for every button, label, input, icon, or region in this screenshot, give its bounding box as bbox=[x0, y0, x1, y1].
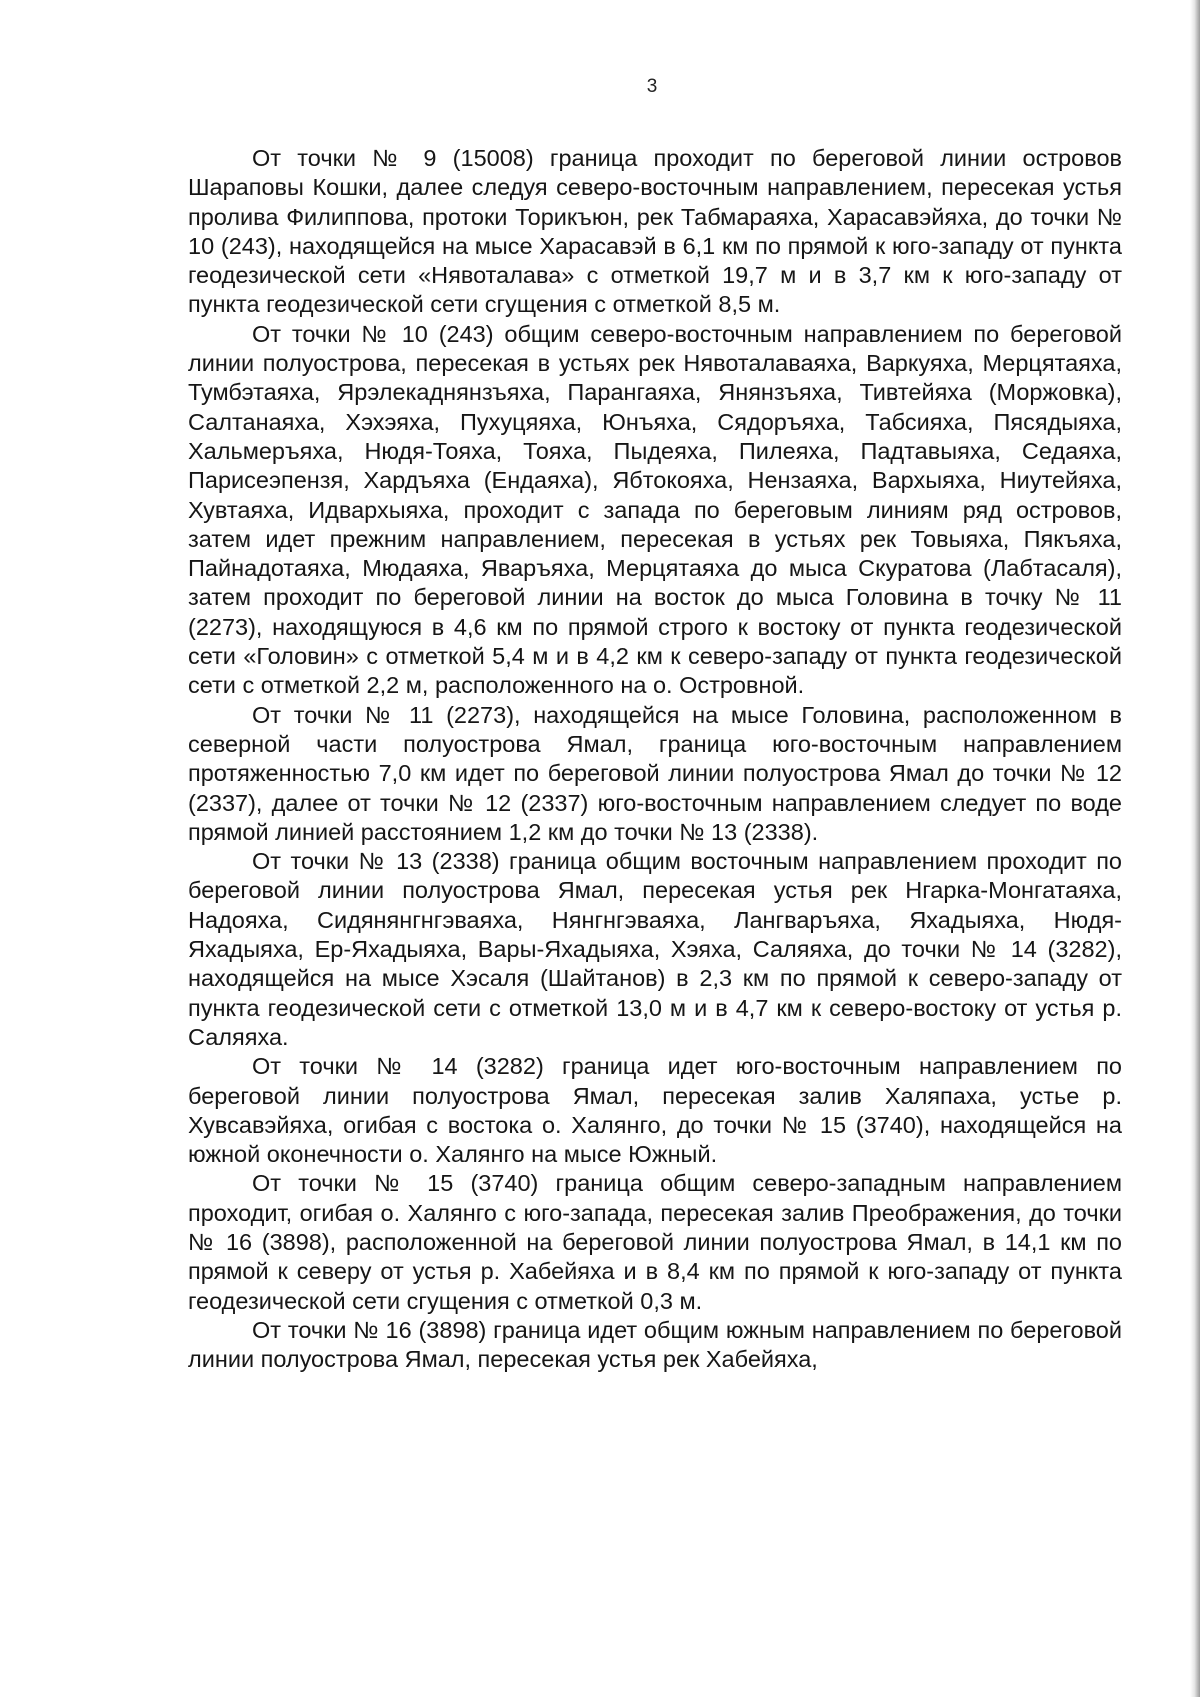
paragraph-point-10: От точки № 10 (243) общим северо-восточным направлением по береговой линии полуострова, пересекая в устьях рек Нявоталаваяха, Варкуяха, Мерцятаяха, Тумбэтаяха, Ярэлекаднянзъяха, Парангаяха, Янянзъяха, Тивтейяха (Моржовка), Салтанаяха, Хэхэяха, Пухуцяяха, Юнъяха, Сядоръяха, Табсияха, Пясядыяха, Хальмеръяха, Нюдя-Тояха, Тояха, Пыдеяха, Пилеяха, Падтавыяха, Седаяха, Парисеэпензя, Хардъяха (Ендаяха), Ябтокояха, Нензаяха, Вархыяха, Ниутейяха, Хувтаяха, Идвархыяха, проходит с запада по береговым линиям ряд островов, затем идет прежним направлением, пересекая в устьях рек Товыяха, Пякъяха, Пайнадотаяха, Мюдаяха, Яваръяха, Мерцятаяха до мыса Скуратова (Лабтасаля), затем проходит по береговой линии на восток до мыса Головина в точку № 11 (2273), находящуюся в 4,6 км по прямой строго к востоку от пункта геодезической сети «Головин» с отметкой 5,4 м и в 4,2 км к северо-западу от пункта геодезической сети с отметкой 2,2 м, расположенного на о. Островной. bbox=[188, 320, 1122, 699]
paragraph-point-13: От точки № 13 (2338) граница общим восточным направлением проходит по береговой линии полуострова Ямал, пересекая устья рек Нгарка-Монгатаяха, Надояха, Сидянянгнгэваяха, Нянгнгэваяха, Лангваръяха, Яхадыяха, Нюдя-Яхадыяха, Ер-Яхадыяха, Вары-Яхадыяха, Хэяха, Саляяха, до точки № 14 (3282), находящейся на мысе Хэсаля (Шайтанов) в 2,3 км по прямой к северо-западу от пункта геодезической сети с отметкой 13,0 м и в 4,7 км к северо-востоку от устья р. Саляяха. bbox=[188, 848, 1122, 1050]
body-text bbox=[188, 144, 1122, 1374]
paragraph-point-14: От точки № 14 (3282) граница идет юго-восточным направлением по береговой линии полуострова Ямал, пересекая залив Халяпаха, устье р. Хувсавэйяха, огибая с востока о. Халянго, до точки № 15 (3740), находящейся на южной оконечности о. Халянго на мысе Южный. bbox=[188, 1053, 1122, 1168]
scan-edge-shadow bbox=[1190, 0, 1200, 1697]
page-number: 3 bbox=[646, 76, 658, 97]
paragraph-point-11: От точки № 11 (2273), находящейся на мысе Головина, расположенном в северной части полуострова Ямал, граница юго-восточным направлением протяженностью 7,0 км идет по береговой линии полуострова Ямал до точки № 12 (2337), далее от точки № 12 (2337) юго-восточным направлением следует по воде прямой линией расстоянием 1,2 км до точки № 13 (2338). bbox=[188, 701, 1122, 845]
paragraph-point-9: От точки № 9 (15008) граница проходит по береговой линии островов Шараповы Кошки, далее следуя северо-восточным направлением, пересекая устья пролива Филиппова, протоки Торикъюн, рек Табмараяха, Харасавэйяха, до точки № 10 (243), находящейся на мысе Харасавэй в 6,1 км по прямой к юго-западу от пункта геодезической сети «Нявоталава» с отметкой 19,7 м и в 3,7 км к юго-западу от пункта геодезической сети сгущения с отметкой 8,5 м. bbox=[188, 145, 1122, 318]
paragraph-point-15: От точки № 15 (3740) граница общим северо-западным направлением проходит, огибая о. Халянго с юго-запада, пересекая залив Преображения, до точки № 16 (3898), расположенной на береговой линии полуострова Ямал, в 14,1 км по прямой к северу от устья р. Хабейяха и в 8,4 км по прямой к юго-западу от пункта геодезической сети сгущения с отметкой 0,3 м. bbox=[188, 1170, 1122, 1314]
paragraph-point-16: От точки № 16 (3898) граница идет общим южным направлением по береговой линии полуострова Ямал, пересекая устья рек Хабейяха, bbox=[188, 1316, 1122, 1373]
